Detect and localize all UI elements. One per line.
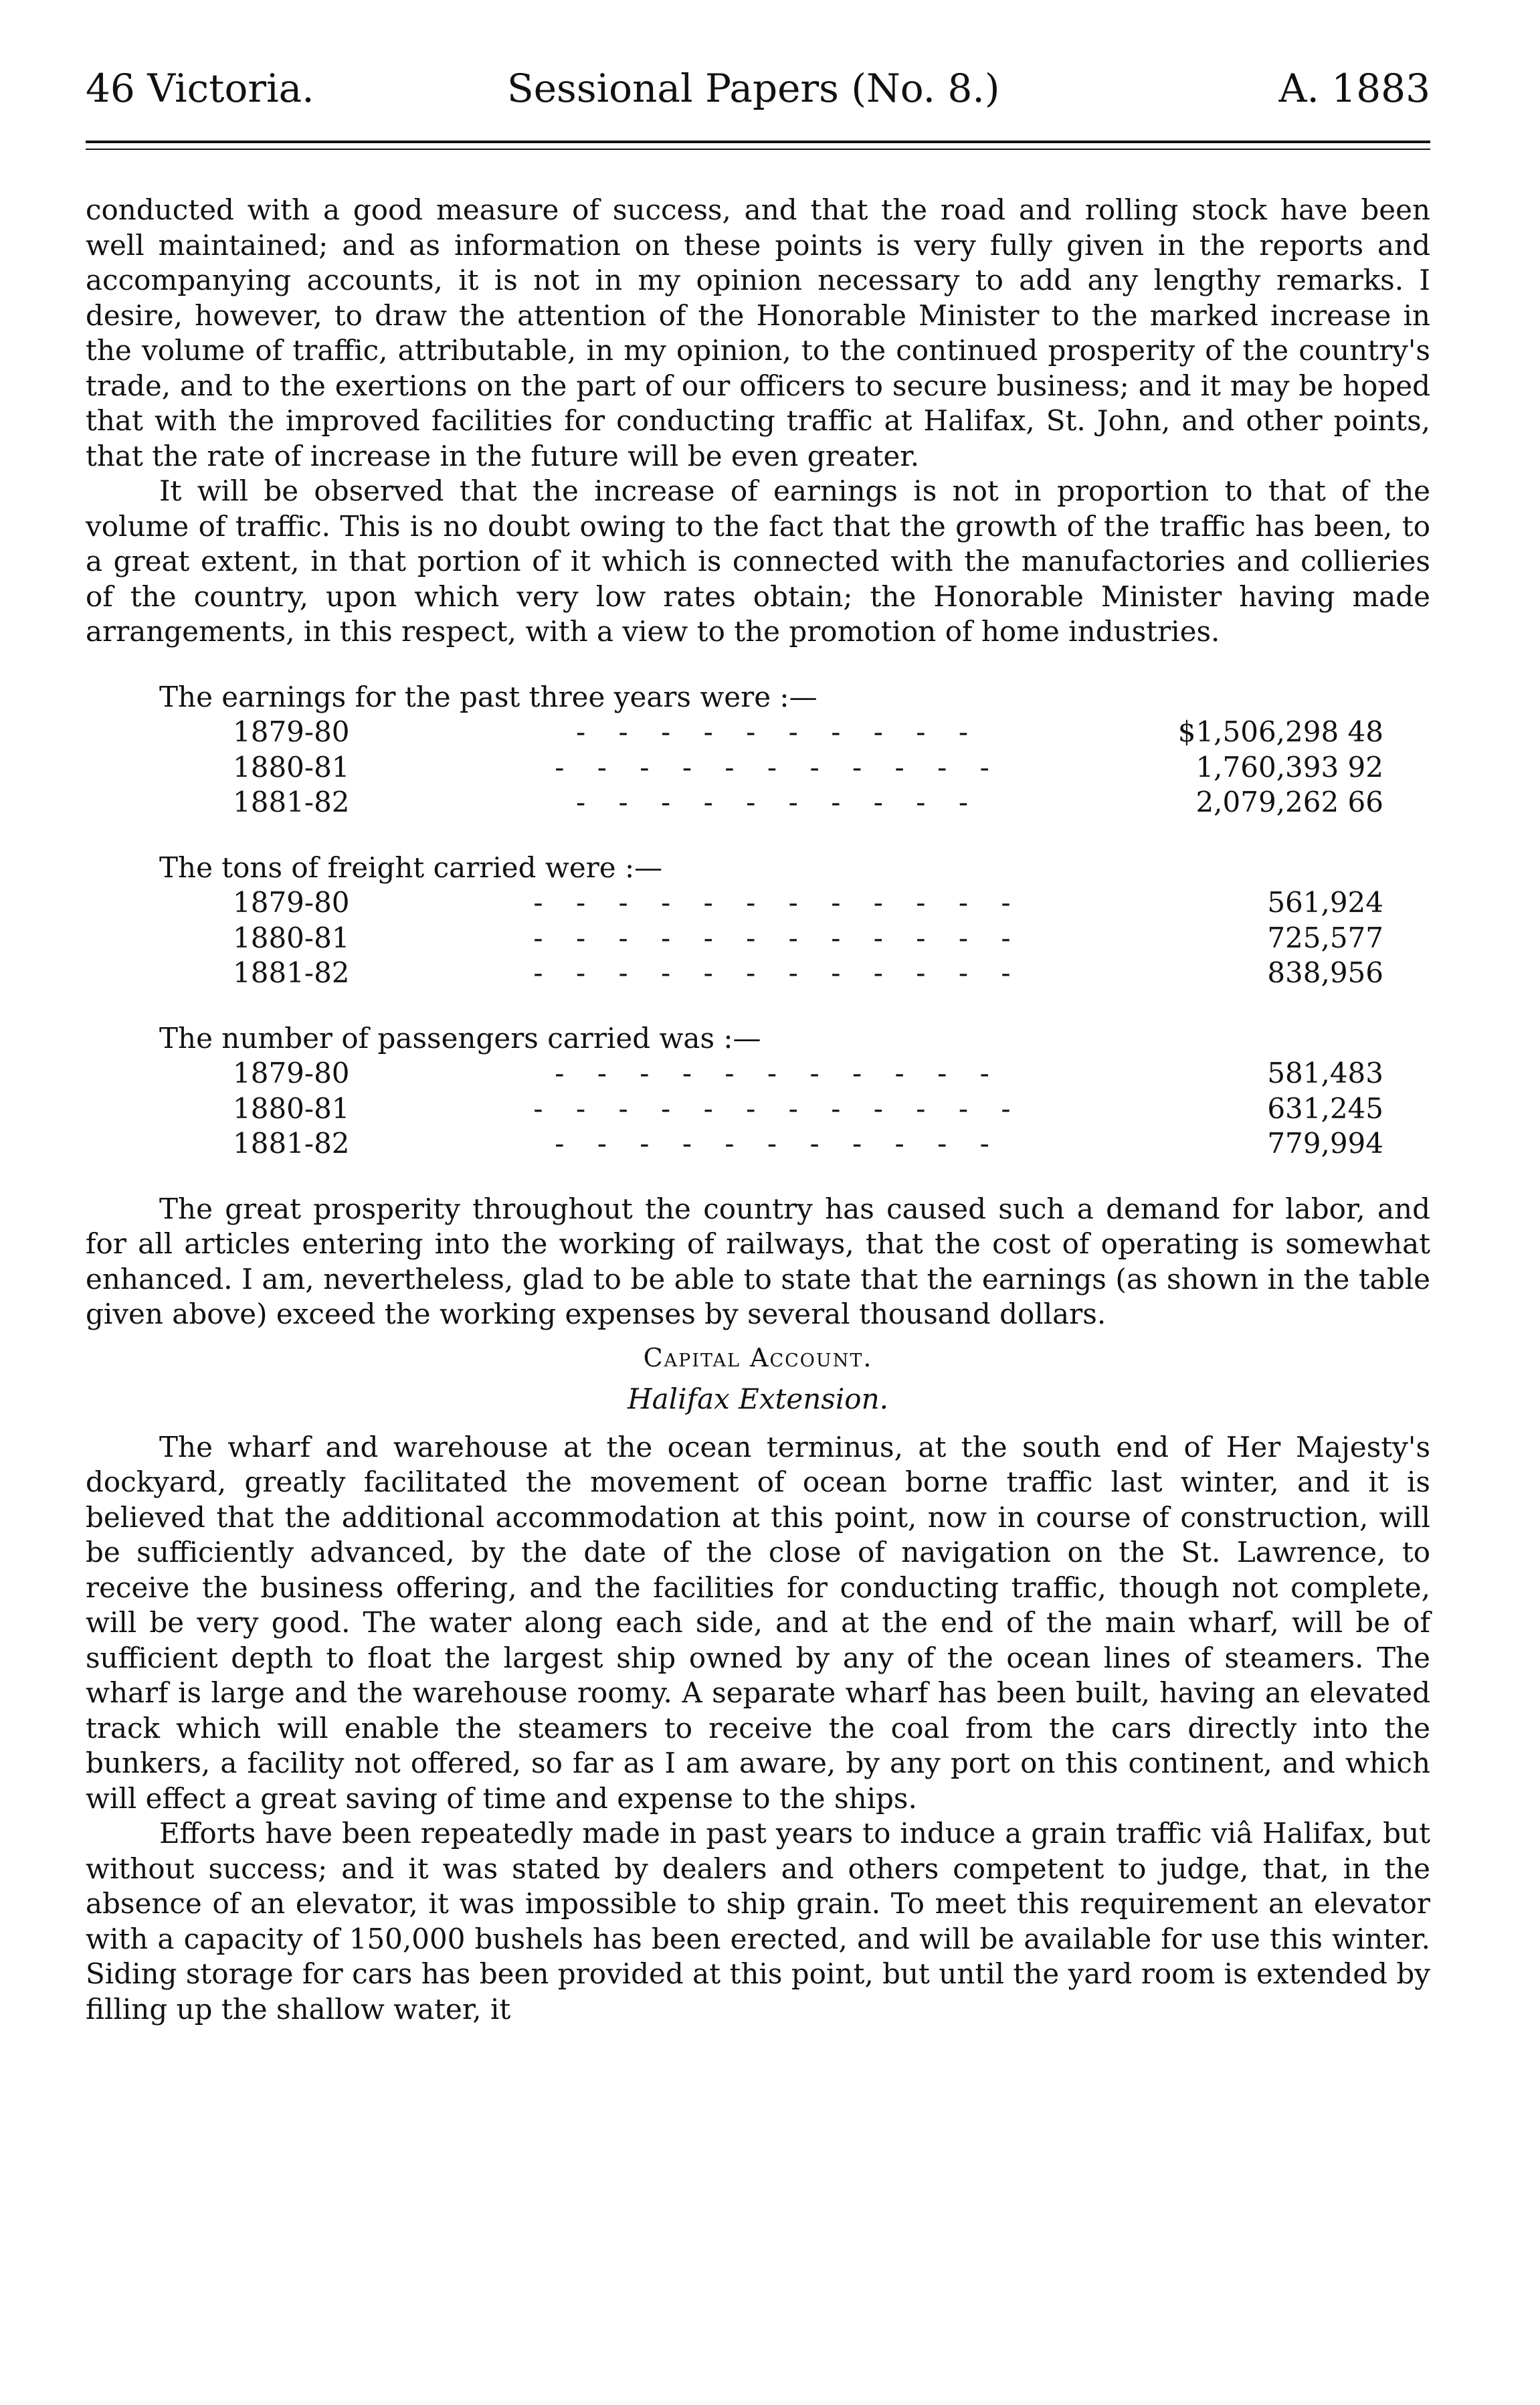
freight-table <box>86 851 1430 991</box>
row-year: 1879-80 <box>233 886 350 919</box>
row-value: 631,245 <box>1267 1091 1383 1125</box>
row-value: 725,577 <box>1267 921 1383 954</box>
row-year: 1880-81 <box>233 1091 350 1125</box>
table-row <box>233 785 1383 820</box>
row-value: 561,924 <box>1267 886 1383 919</box>
leader-dashes: - - - - - - - - - - - - <box>533 956 1023 989</box>
section-subheading: Halifax Extension. <box>628 1382 888 1415</box>
table-row <box>233 750 1383 786</box>
table-row <box>233 885 1383 921</box>
table-row <box>233 921 1383 956</box>
table-row <box>233 1056 1383 1091</box>
row-year: 1881-82 <box>233 1127 350 1160</box>
leader-dashes: - - - - - - - - - - <box>575 786 981 818</box>
row-year: 1880-81 <box>233 921 350 954</box>
row-value: 1,760,393 92 <box>1195 750 1383 784</box>
leader-dashes: - - - - - - - - - - - <box>555 750 1001 784</box>
row-year: 1880-81 <box>233 750 350 784</box>
table-row <box>233 715 1383 750</box>
earnings-table-intro: The earnings for the past three years were :— <box>159 680 817 713</box>
paragraph-continued: conducted with a good measure of success, and that the road and rolling stock have been well maintained; and as information on these points is very fully given in the reports and accompanying accounts, it is not in my opinion necessary to add any lengthy remarks. I desire, however, to draw the attention of the Honorable Minister to the marked increase in the volume of traffic, attributable, in my opinion, to the continued prosperity of the country's trade, and to the exertions on the part of our officers to secure business; and it may be hoped that with the improved facilities for conducting traffic at Halifax, St. John, and other points, that the rate of increase in the future will be even greater. <box>86 193 1430 472</box>
leader-dashes: - - - - - - - - - - - <box>555 1057 1001 1089</box>
earnings-table <box>86 680 1430 820</box>
row-year: 1881-82 <box>233 956 350 989</box>
row-value: 838,956 <box>1267 956 1383 989</box>
page-header <box>86 62 1430 115</box>
leader-dashes: - - - - - - - - - - <box>575 715 981 748</box>
paragraph-grain: Efforts have been repeatedly made in past years to induce a grain traffic viâ Halifax, but without success; and it was stated by dealers and others competent to judge, that, in the absence of an elevator, it was impossible to ship grain. To meet this requirement an elevator with a capacity of 150,000 bushels has been erected, and will be available for use this winter. Siding storage for cars has been provided at this point, but until the yard room is extended by filling up the shallow water, it <box>86 1817 1430 2026</box>
leader-dashes: - - - - - - - - - - - <box>555 1127 1001 1160</box>
paragraph-prosperity: The great prosperity throughout the country has caused such a demand for labor, and for all articles entering into the working of railways, that the cost of operating is somewhat enhanced. I am, nevertheless, glad to be able to state that the earnings (as shown in the table given above) exceed the working expenses by several thousand dollars. <box>86 1192 1430 1330</box>
table-row <box>233 1126 1383 1162</box>
passengers-table <box>86 1021 1430 1162</box>
leader-dashes: - - - - - - - - - - - - <box>533 886 1023 919</box>
row-value: $1,506,298 48 <box>1177 715 1383 748</box>
leader-dashes: - - - - - - - - - - - - <box>533 921 1023 954</box>
freight-table-intro: The tons of freight carried were :— <box>159 851 663 884</box>
row-value: 779,994 <box>1267 1127 1383 1160</box>
row-year: 1879-80 <box>233 1057 350 1089</box>
row-year: 1879-80 <box>233 715 350 748</box>
page-body <box>86 193 1430 2027</box>
row-value: 581,483 <box>1267 1057 1383 1089</box>
leader-dashes: - - - - - - - - - - - - <box>533 1091 1023 1125</box>
section-heading: Capital Account. <box>643 1342 873 1372</box>
table-row <box>233 1091 1383 1127</box>
header-rule-thick <box>86 141 1430 143</box>
passengers-table-intro: The number of passengers carried was :— <box>159 1021 761 1055</box>
header-title: Sessional Papers (No. 8.) <box>507 66 1000 111</box>
table-row <box>233 956 1383 991</box>
row-value: 2,079,262 66 <box>1195 786 1383 818</box>
paragraph-earnings-note: It will be observed that the increase of earnings is not in proportion to that of the volume of traffic. This is no doubt owing to the fact that the growth of the traffic has been, to a great extent, in that portion of it which is connected with the manufactories and collieries of the country, upon which very low rates obtain; the Honorable Minister having made arrangements, in this respect, with a view to the promotion of home industries. <box>86 474 1430 648</box>
header-year: A. 1883 <box>1278 66 1430 111</box>
paragraph-wharf: The wharf and warehouse at the ocean terminus, at the south end of Her Majesty's dockyard, greatly facilitated the movement of ocean borne traffic last winter, and it is believed that the additional accommodation at this point, now in course of construction, will be sufficiently advanced, by the date of the close of navigation on the St. Lawrence, to receive the business offering, and the facilities for conducting traffic, though not complete, will be very good. The water along each side, and at the end of the main wharf, will be of sufficient depth to float the largest ship owned by any of the ocean lines of steamers. The wharf is large and the warehouse roomy. A separate wharf has been built, having an elevated track which will enable the steamers to receive the coal from the cars directly into the bunkers, a facility not offered, so far as I am aware, by any port on this continent, and which will effect a great saving of time and expense to the ships. <box>86 1430 1430 1815</box>
row-year: 1881-82 <box>233 786 350 818</box>
header-session: 46 Victoria. <box>86 66 314 111</box>
header-rule-thin <box>86 149 1430 150</box>
